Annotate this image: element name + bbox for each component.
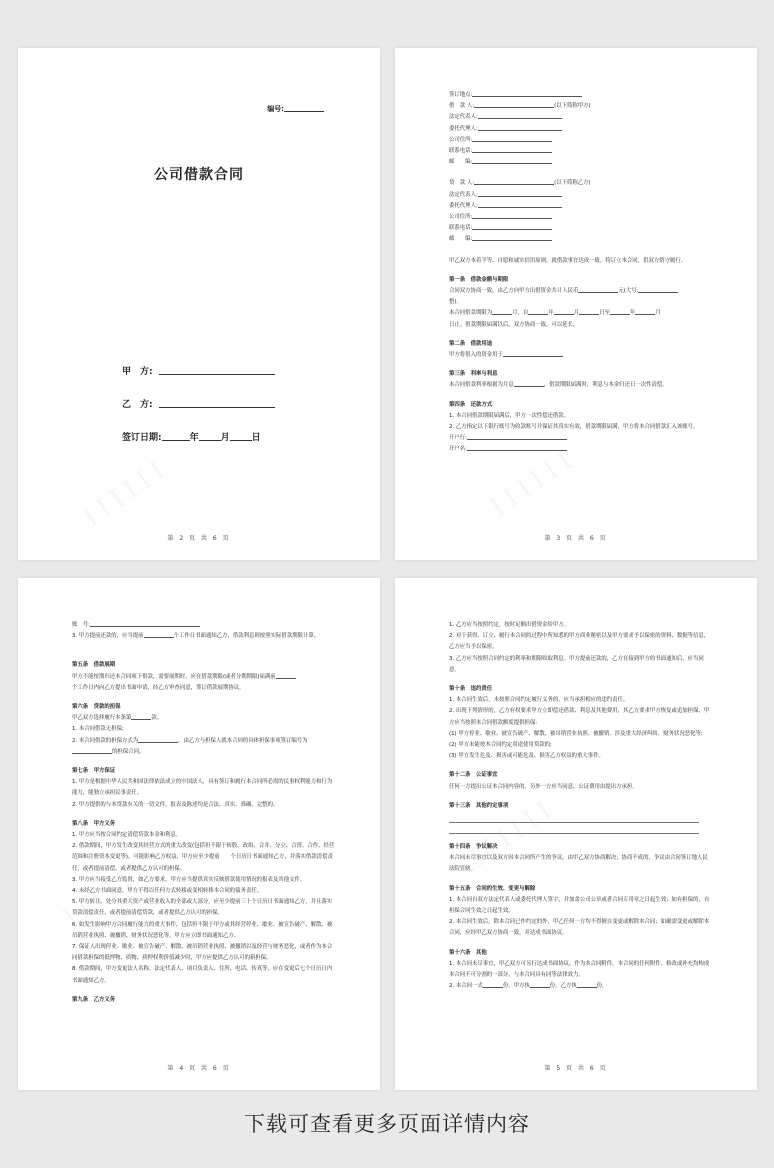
article-text: 2. 本合同一式 <box>449 983 483 990</box>
agent-label: 委托代理人: <box>449 202 478 209</box>
party-b-blank[interactable] <box>159 399 275 408</box>
rep-label: 法定代表人: <box>449 114 478 121</box>
article-text: 日至 <box>599 310 610 317</box>
address-label: 公司住所: <box>449 136 473 143</box>
article-text: 2. 对于获得、订立、履行本合同的过程中所知悉的甲方商业秘密以及甲方要求予以保密的资料、数据等信息，乙方应当予以保密。 <box>449 633 710 651</box>
article-text: 2. 出现下列情形的，乙方有权要求甲方立即偿还借款、利息及其他费用，其乙方要求甲方恢复或追加担保，甲方应当按照本合同借款额度提供担保: <box>449 708 710 726</box>
article-text: ，借款期限届满时，利息与本金归还日一次性清偿。 <box>543 382 668 389</box>
article-heading: 第十二条 公证事宜 <box>449 772 498 779</box>
lender-blank[interactable] <box>474 101 554 108</box>
year-label: 年 <box>189 433 199 443</box>
sign-date-label: 签订日期: <box>122 433 162 443</box>
article-text: 整)。 <box>449 299 462 306</box>
article-text: 本合同借款利率根据为月息 <box>449 382 514 389</box>
article-text: ，由乙方与担保人就本合同的具体担保事项签订编号为 <box>178 737 308 744</box>
article-text: 月 <box>573 310 580 317</box>
article-text: 8. 借款期间，甲方变更法人名称、法定代表人、项目负责人、住所、电话、传真等，应在变更后七个日历日内书面通知乙方。 <box>72 966 333 984</box>
address-label: 公司住所: <box>449 214 473 221</box>
account-name-label: 开户名: <box>449 446 467 453</box>
article-text: 个工作日内向乙方提出书面申请，经乙方审查同意，签订借款展期协议。 <box>72 684 245 691</box>
date-blank[interactable] <box>635 308 655 315</box>
article-text: 7. 保证人出现停业、歇业、被宣告破产、解散、被吊销营业执照、被撤销以及经营与财务恶化，或者作为本合同借款担保的抵押物、质物、质押权利价值减少时，甲方应提供乙方认可的新担保。 <box>72 944 333 962</box>
article-heading: 第十四条 争议解决 <box>449 844 498 851</box>
article-heading: 第七条 甲方保证 <box>72 768 116 775</box>
article-text: 任何一方提出公证本合同内容的，另外一方应当同意，公证费用由提出方承担。 <box>449 783 638 790</box>
article-text: 年 <box>548 310 554 317</box>
article-text: 日止。借款期限届满以后，双方协商一致，可以延长。 <box>449 321 579 328</box>
article-text: (1) 甲方停业、歇业、被宣告破产、解散、被吊销营业执照、被撤销、涉及重大经济纠纷、财务状况恶化等; <box>449 730 703 737</box>
document-title: 公司借款合同 <box>154 167 244 183</box>
sign-place-label: 签订地点: <box>449 92 473 98</box>
article-text: 4. 未经乙方书面同意，甲方不得以任何方式转移或变相转移本合同的债务责任。 <box>72 888 263 895</box>
article-text: 甲乙双方选择履行本条第 <box>72 715 132 722</box>
page-footer: 第 2 页 共 6 页 <box>167 535 231 542</box>
account-name-blank[interactable] <box>467 444 567 451</box>
article-text: 的担保合同。 <box>112 748 145 755</box>
article-text: 份。 <box>596 983 608 990</box>
download-caption: 下载可查看更多页面详情内容 <box>244 1112 530 1136</box>
sign-date-row <box>122 430 261 443</box>
account-blank[interactable] <box>90 620 200 627</box>
lender-label: 借 款 人: <box>449 103 475 110</box>
address-blank[interactable] <box>472 135 552 142</box>
clause-blank[interactable] <box>131 713 151 720</box>
date-blank[interactable] <box>528 308 548 315</box>
watermark <box>78 453 175 534</box>
number-label: 编号: <box>267 105 284 113</box>
purpose-blank[interactable] <box>503 350 563 357</box>
party-a-row <box>122 364 275 377</box>
article-text: 元(大写: <box>618 288 639 295</box>
month-blank[interactable] <box>199 432 221 441</box>
agent-label: 委托代理人: <box>449 125 478 132</box>
notice-days-blank[interactable] <box>144 631 174 638</box>
article-heading: 第九条 乙方义务 <box>72 996 116 1003</box>
article-text: 月 <box>655 310 661 317</box>
article-heading: 第二条 借款用途 <box>449 340 493 347</box>
article-heading: 第五条 借款展期 <box>72 662 116 669</box>
amount-words-blank[interactable] <box>638 286 678 293</box>
article-text: 2. 甲方提供的与本贷款有关的一切文件、报表及陈述均是合法、真实、准确、完整的。 <box>72 801 279 808</box>
article-text: 年 <box>629 310 636 317</box>
amount-blank[interactable] <box>578 286 618 293</box>
article-heading: 第四条 还款方式 <box>449 401 493 408</box>
article-text: 2. 本合同生效后，除本合同已作约定的外，甲乙任何一方均不得擅自变更或解除本合同；如确需变更或解除本合同，应经甲乙双方协商一致，并达成书面协议。 <box>449 919 710 937</box>
page-terms-1 <box>18 578 380 1090</box>
article-text: 1. 本合同借款无担保; <box>72 726 124 733</box>
article-text: 个工作日书面通知乙方，借款利息则按照实际借款期限计算。 <box>173 633 320 640</box>
party-a-blank[interactable] <box>159 366 275 375</box>
party-b-label: 乙 方: <box>122 400 153 410</box>
article-text: (3) 甲方发生危及、损害或可能危及、损害乙方权益的重大事件。 <box>449 753 604 760</box>
address-blank[interactable] <box>472 212 552 219</box>
article-heading: 第一条 借款金额与期限 <box>449 276 509 283</box>
borrower-label: 贷 款 人: <box>449 180 475 187</box>
extension-days-blank[interactable] <box>276 672 296 679</box>
article-text: 2. 本合同借款的担保方式为 <box>72 737 139 744</box>
party-a-label: 甲 方: <box>122 367 153 377</box>
article-text: 2. 借款期间，甲方发生改变其经营方式的重大改变(包括但不限于转股、改组、合并、分立、合资、合作、经营范围和注册资本变更等)，可能影响乙方权益，甲方应至少提前 个日历日书面通知乙方，并落实借款清偿责任，或者提前清偿，或者提供乙方认可的担保。 <box>72 843 335 872</box>
article-text: 5. 甲方转让、处分其重大资产或营业收入的全部或大部分，应至少提前三十个日历日书面通知乙方，并且落实贷款清偿责任，或者提前清偿贷款，或者提供乙方认可的担保。 <box>72 899 333 917</box>
guarantee-type-blank[interactable] <box>138 736 178 743</box>
day-blank[interactable] <box>230 432 252 441</box>
article-heading: 第十三条 其他约定事项 <box>449 802 509 809</box>
lender-note: (以下简称甲方) <box>554 103 591 110</box>
article-text: 1. 乙方应当按照约定，按时足额出借资金给甲方。 <box>449 622 570 628</box>
phone-label: 联系电话: <box>449 148 473 155</box>
page-footer: 第 4 页 共 6 页 <box>167 1065 231 1072</box>
article-text: 甲方不能按期归还本合同项下借款，需要展期时，应在借款期限(或者分期期限)届满前 <box>72 673 276 680</box>
article-heading: 第十五条 合同的生效、变更与解除 <box>449 885 536 892</box>
rep-blank[interactable] <box>478 112 562 119</box>
article-text: 月，自 <box>512 310 529 317</box>
article-text: 3. 甲方应当接受乙方监督，如乙方要求，甲方应当提供真实反映借款使用情况的报表及其他文件。 <box>72 876 306 883</box>
year-blank[interactable] <box>162 432 190 441</box>
article-text: 份，甲方执 <box>502 983 530 990</box>
copies-blank[interactable] <box>530 981 550 988</box>
agent-blank[interactable] <box>478 201 562 208</box>
page-text <box>72 620 336 1006</box>
article-text: 本合同借款期限为 <box>449 310 493 317</box>
account-label: 账 号: <box>72 622 90 628</box>
guarantee-number-blank[interactable] <box>72 747 112 754</box>
day-label: 日 <box>251 433 261 443</box>
sign-place-blank[interactable] <box>472 90 582 97</box>
article-text: 3. 乙方应当按照合同约定的利率和期限收取利息。甲方提前还款的，乙方在接到甲方的书面通知后，应当同意。 <box>449 655 704 673</box>
interest-blank[interactable] <box>514 380 544 387</box>
copies-blank[interactable] <box>577 981 597 988</box>
rep-label: 法定代表人: <box>449 191 478 198</box>
article-text: 1. 甲方应当按合同约定清偿贷款本金和利息。 <box>72 832 182 839</box>
article-text: 本合同未尽事宜以及双方因本合同所产生的争议，由甲乙双方协商解决；协商不成的，争议由合同签订地人民法院管辖。 <box>449 855 708 873</box>
article-heading: 第十条 违约责任 <box>449 686 493 693</box>
term-blank[interactable] <box>492 308 512 315</box>
zip-label: 邮 编: <box>449 236 473 243</box>
article-heading: 第八条 甲方义务 <box>72 820 116 827</box>
article-heading: 第三条 利率与利息 <box>449 371 498 378</box>
date-blank[interactable] <box>579 308 599 315</box>
rep-blank[interactable] <box>478 190 562 197</box>
contract-number <box>267 104 324 114</box>
page-footer: 第 5 页 共 6 页 <box>544 1065 608 1072</box>
page-cover <box>18 48 380 560</box>
article-text: 合同双方协商一致，由乙方向甲方出借资金共计人民币 <box>449 288 579 295</box>
date-blank[interactable] <box>554 308 574 315</box>
article-text: 1. 本合同生效后，未按照合同约定履行义务的，应当承担相应的违约责任。 <box>449 697 629 704</box>
page-text <box>449 620 713 992</box>
party-b-row <box>122 397 275 410</box>
article-text: 款。 <box>151 715 163 722</box>
article-heading: 第十六条 其他 <box>449 949 487 956</box>
zip-blank[interactable] <box>472 234 552 241</box>
borrower-note: (以下简称乙方) <box>554 180 591 187</box>
copies-blank[interactable] <box>483 981 503 988</box>
article-text: 2. 乙方指定以下银行账号为收款账号并保证其真实有效，借款期限届满，甲方将本合同借款汇入该账号。 <box>449 424 699 431</box>
phone-blank[interactable] <box>472 223 552 230</box>
page-footer: 第 3 页 共 6 页 <box>544 535 608 542</box>
article-text: 份，乙方执 <box>549 983 577 990</box>
page-parties <box>395 48 757 560</box>
article-text: 甲方将借入的资金用于 <box>449 352 503 359</box>
intro-paragraph: 甲乙双方本着平等、自愿和诚实信用原则，就借款事宜达成一致，特订立本合同，供双方恪守履行。 <box>449 257 687 264</box>
zip-label: 邮 编: <box>449 159 473 166</box>
borrower-blank[interactable] <box>474 178 554 185</box>
article-text: 1. 本合同自双方法定代表人或委托代理人签字，并加盖公司公章或者合同专用章之日起生效；如有担保的，自担保合同生效之日起生效。 <box>449 896 710 915</box>
date-blank[interactable] <box>610 308 630 315</box>
bank-blank[interactable] <box>467 433 567 440</box>
page-terms-2 <box>395 578 757 1090</box>
zip-blank[interactable] <box>472 157 552 164</box>
article-heading: 第六条 贷款的担保 <box>72 704 121 711</box>
article-text: (2) 甲方未能按本合同约定用途使用贷款的; <box>449 742 552 749</box>
article-text: 1. 本合同未尽事宜，甲乙双方可另行达成书面协议，作为本合同附件，本合同的任何附件、修改或补充均构成本合同不可分割的一部分，与本合同具有同等法律效力。 <box>449 960 710 979</box>
article-text: 1. 本合同借款期限届满后，甲方一次性偿还借款。 <box>449 412 570 419</box>
agent-blank[interactable] <box>478 124 562 131</box>
article-text: 1. 甲方是根据中华人民共和国法律依法成立的中国法人，具有签订和履行本合同所必需的民事权利能力和行为能力，能独立承担民事责任。 <box>72 779 333 797</box>
other-terms-blank[interactable] <box>449 823 699 834</box>
other-terms-blank[interactable] <box>449 812 699 823</box>
month-label: 月 <box>220 433 230 443</box>
phone-blank[interactable] <box>472 146 552 153</box>
phone-label: 联系电话: <box>449 225 473 232</box>
bank-label: 开户行: <box>449 435 467 442</box>
article-text: 6. 如发生影响甲方合同履行能力的重大事件，包括但不限于甲方或其经营停业、歇业、被宣告破产、解散、被吊销营业执照、被撤销、财务状况恶化等，甲方应立即书面通知乙方。 <box>72 921 333 939</box>
page-text <box>449 90 713 456</box>
number-blank[interactable] <box>284 105 324 112</box>
article-text: 3. 甲方提前还款的，应当提前 <box>72 633 144 640</box>
